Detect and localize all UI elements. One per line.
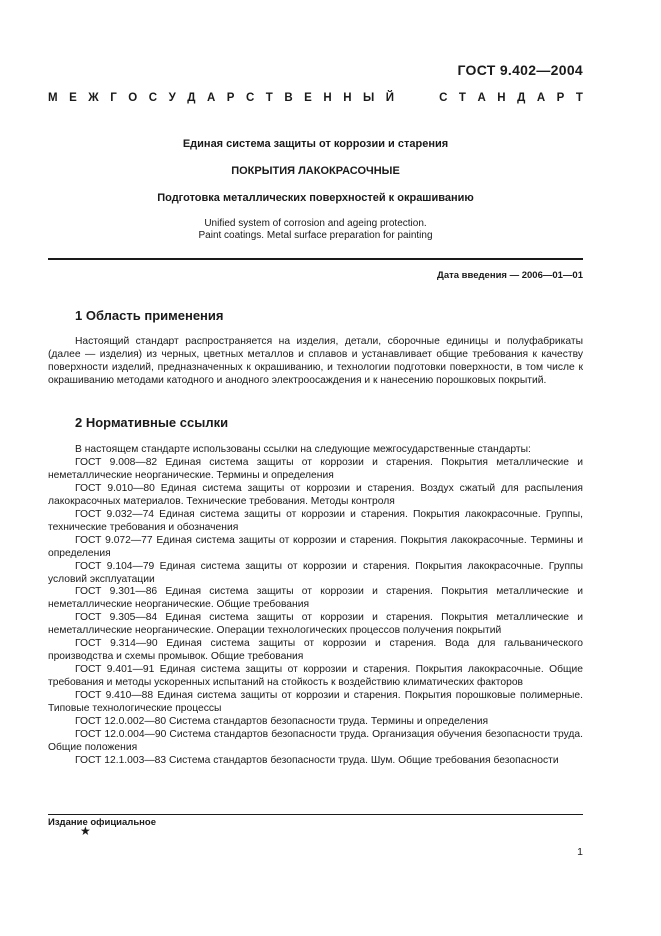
banner-letter: Н: [323, 92, 332, 104]
banner-letter: А: [477, 92, 486, 104]
reference-item: ГОСТ 9.305—84 Единая система защиты от коррозии и старения. Покрытия металлические и неметаллические неорганические. Операции технологических процессов получения покрытий: [48, 612, 583, 637]
banner-letter: А: [536, 92, 546, 104]
banner-letter: С: [439, 92, 448, 104]
title-english-line2: Paint coatings. Metal surface preparation for painting: [198, 230, 433, 241]
reference-item: ГОСТ 9.401—91 Единая система защиты от коррозии и старения. Покрытия лакокрасочные. Общие требования и методы ускоренных испытаний на стойкость к воздействию климатических факторов: [48, 664, 583, 689]
title-english-line1: Unified system of corrosion and ageing protection.: [204, 218, 427, 229]
banner-letter: Ж: [88, 92, 99, 104]
reference-item: ГОСТ 12.1.003—83 Система стандартов безопасности труда. Шум. Общие требования безопасности: [75, 754, 559, 766]
footer-divider: [48, 814, 583, 815]
reference-item: ГОСТ 9.314—90 Единая система защиты от коррозии и старения. Вода для гальванического производства и схемы промывок. Общие требования: [48, 638, 583, 663]
reference-item: ГОСТ 9.032—74 Единая система защиты от коррозии и старения. Покрытия лакокрасочные. Группы, технические требования и обозначения: [48, 508, 583, 533]
reference-item: ГОСТ 9.301—86 Единая система защиты от коррозии и старения. Покрытия металлические и неметаллические неорганические. Общие требования: [48, 586, 583, 611]
banner-letter: С: [148, 92, 158, 104]
banner-letter: Е: [69, 92, 77, 104]
reference-item: ГОСТ 9.008—82 Единая система защиты от коррозии и старения. Покрытия металлические и неметаллические неорганические. Термины и определения: [48, 456, 583, 481]
banner-letter: Е: [304, 92, 312, 104]
banner-letter: Ы: [363, 92, 375, 104]
reference-item: ГОСТ 9.010—80 Единая система защиты от коррозии и старения. Воздух сжатый для распыления лакокрасочных материалов. Технические требования. Методы контроля: [48, 482, 583, 507]
banner-letter: Р: [226, 92, 235, 104]
title-system: Единая система защиты от коррозии и старения: [182, 138, 449, 150]
banner-letter: Д: [187, 92, 196, 104]
banner-letter: Д: [517, 92, 526, 104]
banner-letter: Т: [265, 92, 273, 104]
banner-letter: Г: [110, 92, 117, 104]
title-subtitle: Подготовка металлических поверхностей к окрашиванию: [157, 192, 474, 204]
star-icon: ★: [80, 824, 91, 838]
references-intro: В настоящем стандарте использованы ссылки на следующие межгосударственные стандарты:: [75, 444, 531, 455]
section1-text: Настоящий стандарт распространяется на изделия, детали, сборочные единицы и полуфабрикаты (далее — изделия) из черных, цветных металлов и сплавов и устанавливает общие требования к качеству поверхности изделий, предназначенных к окрашиванию, и технологии подготовки поверхности, в том числе к окрашиванию методами катодного и анодного электроосаждения и к нанесению порошковых покрытий.: [48, 336, 583, 386]
introduction-date: Дата введения — 2006—01—01: [437, 270, 583, 281]
banner-letter: М: [48, 92, 58, 104]
banner-letter: Н: [497, 92, 506, 104]
title-divider: [48, 258, 583, 260]
banner-letter: С: [245, 92, 255, 104]
official-edition-label: Издание официальное: [48, 817, 156, 828]
banner-gap: [406, 92, 428, 104]
banner-letter: Т: [575, 92, 583, 104]
section2-heading: 2 Нормативные ссылки: [75, 415, 229, 430]
title-english: [48, 218, 583, 242]
reference-item: ГОСТ 9.104—79 Единая система защиты от коррозии и старения. Покрытия лакокрасочные. Группы условий эксплуатации: [48, 560, 583, 585]
reference-item: ГОСТ 12.0.002—80 Система стандартов безопасности труда. Термины и определения: [75, 716, 489, 728]
banner-letter: У: [168, 92, 176, 104]
banner-letter: Т: [458, 92, 466, 104]
reference-item: ГОСТ 9.072—77 Единая система защиты от коррозии и старения. Покрытия лакокрасочные. Термины и определения: [48, 534, 583, 559]
banner-letter: А: [206, 92, 216, 104]
banner-letter: Н: [343, 92, 352, 104]
banner-letter: О: [128, 92, 138, 104]
standard-number: ГОСТ 9.402—2004: [457, 62, 583, 78]
banner-letter: Р: [556, 92, 565, 104]
banner-letter: Й: [385, 92, 395, 104]
title-main: ПОКРЫТИЯ ЛАКОКРАСОЧНЫЕ: [231, 165, 400, 177]
section1-heading: 1 Область применения: [75, 308, 224, 323]
references-list: [48, 444, 583, 768]
banner-letter: В: [284, 92, 293, 104]
interstate-standard-banner: [48, 92, 583, 104]
reference-item: ГОСТ 9.410—88 Единая система защиты от коррозии и старения. Покрытия порошковые полимерные. Типовые технологические процессы: [48, 690, 583, 715]
page-number: 1: [577, 846, 583, 858]
reference-item: ГОСТ 12.0.004—90 Система стандартов безопасности труда. Организация обучения безопасности труда. Общие положения: [48, 728, 583, 753]
